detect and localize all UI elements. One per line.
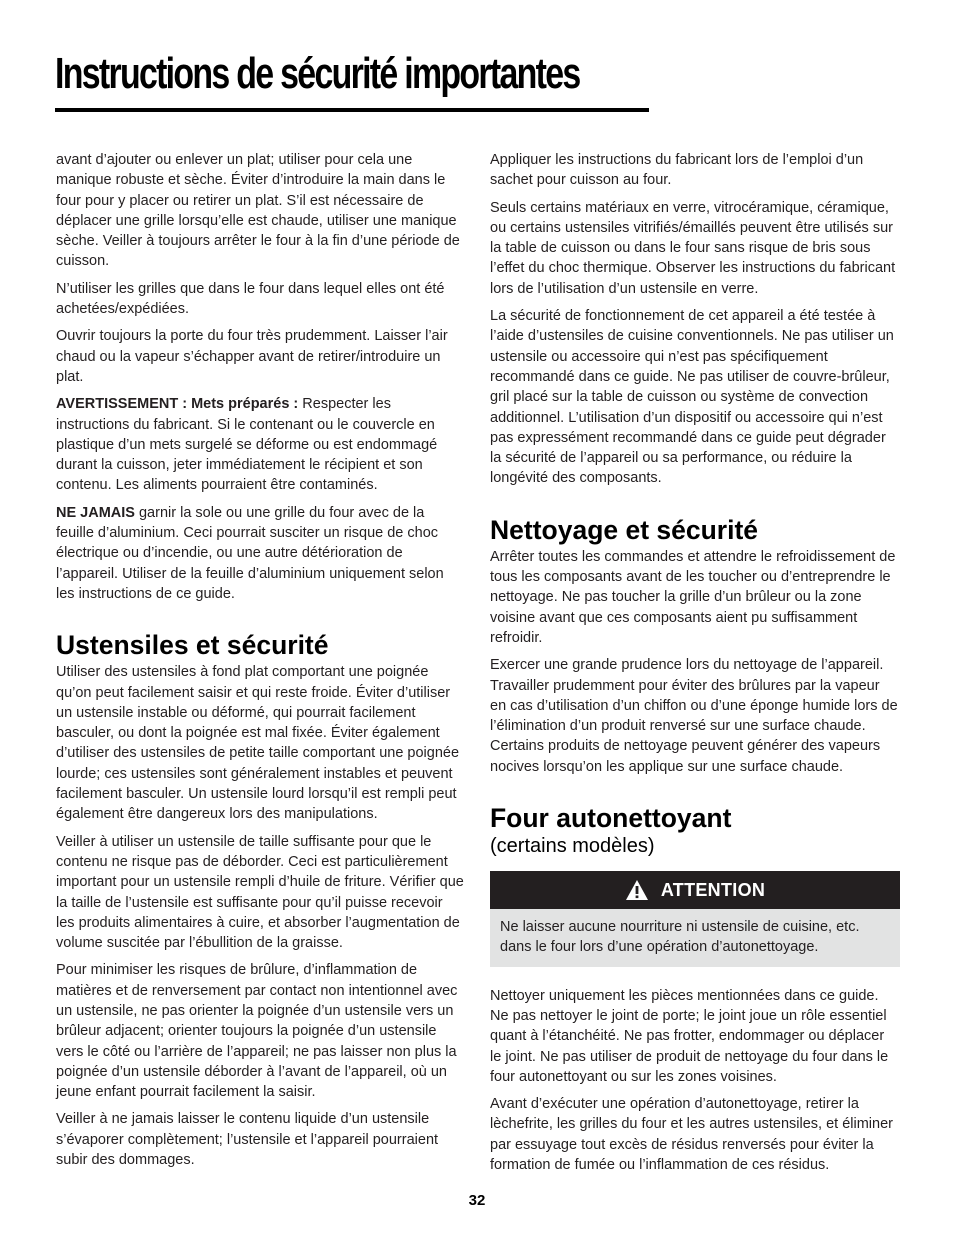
- paragraph: Pour minimiser les risques de brûlure, d’inflammation de matières et de renversement par contact non intentionnel avec un ustensile, ne pas orienter la poignée d’un ustensile vers un brûleur adjacent; orienter toujours la poignée d’un ustensile vers le côté ou l’arrière de l’appareil; ne pas laisser non plus la poignée d’un ustensile déborder à l’avant de l’appareil, où un jeune enfant pourrait facilement la saisir.: [56, 962, 458, 1101]
- paragraph: Arrêter toutes les commandes et attendre le refroidissement de tous les composants avant de les toucher ou d’entreprendre le nettoyage. Ne pas toucher la grille d’un brûleur ou la zone voisine avant que ces composants aient pu suffisamment refroidir.: [490, 548, 896, 646]
- never-label: NE JAMAIS: [56, 504, 135, 521]
- attention-label: ATTENTION: [660, 879, 766, 900]
- section-heading-ustensiles: Ustensiles et sécurité: [56, 630, 329, 661]
- page-title: Instructions de sécurité importantes: [55, 49, 580, 98]
- title-rule: [55, 108, 649, 112]
- page-number: 32: [468, 1192, 486, 1209]
- paragraph: Avant d’exécuter une opération d’autonettoyage, retirer la lèchefrite, les grilles du four et les autres ustensiles, et éliminer par essuyage tout excès de résidus renversés pour éviter la formation de fumée ou l’inflammation de ces résidus.: [490, 1096, 893, 1173]
- paragraph: La sécurité de fonctionnement de cet appareil a été testée à l’aide d’ustensiles de cuisine conventionnels. Ne pas utiliser un ustensile ou accessoire qui n’est pas spécifiquement recommandé dans ce guide. Ne pas utiliser de couvre-brûleur, gril placé sur la table de cuisson ou système de convection additionnel. L’utilisation d’un dispositif ou accessoire qui n’est pas expressément recommandé dans ce guide peut dégrader la sécurité de l’appareil ou sa performance, ou réduire la longévité des composants.: [490, 308, 894, 487]
- never-text: garnir la sole ou une grille du four avec de la feuille d’aluminium. Ceci pourrait susciter un risque de choc électrique ou d’incendie, ou une autre détérioration de l’appareil. Utiliser de la feuille d’aluminium uniquement selon les instructions de ce guide.: [56, 504, 444, 602]
- attention-box: [490, 871, 900, 967]
- warning-label: AVERTISSEMENT : Mets préparés :: [56, 396, 299, 413]
- paragraph: Exercer une grande prudence lors du nettoyage de l’appareil. Travailler prudemment pour éviter des brûlures par la vapeur en cas d’utilisation d’un chiffon ou d’une éponge humide lors de l’élimination d’un produit renversé sur une surface chaude. Certains produits de nettoyage peuvent générer des vapeurs nocives lorsqu’on les applique sur une surface chaude.: [490, 657, 898, 775]
- section-heading-four-autonettoyant: Four autonettoyant: [490, 803, 732, 834]
- paragraph: Appliquer les instructions du fabricant lors de l’emploi d’un sachet pour cuisson au four.: [490, 152, 864, 189]
- section-subheading: (certains modèles): [490, 835, 655, 858]
- paragraph: Utiliser des ustensiles à fond plat comportant une poignée qu’on peut facilement saisir et qui reste froide. Éviter d’utiliser un ustensile instable ou déformé, qui pourrait facilement basculer, ou dont la poignée est mal fixée. Éviter également d’utiliser des ustensiles de petite taille comportant une poignée lourde; ces ustensiles sont généralement instables et peuvent facilement basculer. Un ustensile lourd lorsqu’il est rempli peut également être dangereux lors des manipulations.: [56, 664, 460, 823]
- paragraph: Seuls certains matériaux en verre, vitrocéramique, céramique, ou certains ustensiles vitrifiés/émaillés peuvent être utilisés sur la table de cuisson ou dans le four sans risque de bris sous l’effet du choc thermique. Observer les instructions du fabricant lors de l’utilisation d’un ustensile en verre.: [490, 199, 896, 297]
- paragraph: Veiller à utiliser un ustensile de taille suffisante pour que le contenu ne risque pas de déborder. Ceci est particulièrement important pour un ustensile rempli d’huile de friture. Vérifier que la taille de l’ustensile est suffisante pour qu’il puisse recevoir les produits alimentaires à cuire, et absorber l’augmentation de volume suscitée par l’ébullition de la graisse.: [56, 833, 464, 952]
- paragraph: Ouvrir toujours la porte du four très prudemment. Laisser l’air chaud ou la vapeur s’échapper avant de retirer/introduire un plat.: [56, 328, 448, 385]
- paragraph: Veiller à ne jamais laisser le contenu liquide d’un ustensile s’évaporer complètement; l’ustensile et l’appareil pourraient subir des dommages.: [56, 1111, 439, 1169]
- paragraph: avant d’ajouter ou enlever un plat; utiliser pour cela une manique robuste et sèche. Éviter d’introduire la main dans le four pour y placer ou retirer un plat. S’il est nécessaire de déplacer une grille lorsqu’elle est chaude, utiliser une manique sèche. Veiller à toujours arrêter le four à la fin d’une période de cuisson.: [56, 152, 460, 270]
- warning-triangle-icon: [625, 879, 649, 901]
- warning-paragraph: [56, 394, 464, 495]
- never-paragraph: [56, 503, 464, 604]
- paragraph: N’utiliser les grilles que dans le four dans lequel elles ont été achetées/expédiées.: [56, 280, 445, 318]
- paragraph: Nettoyer uniquement les pièces mentionnées dans ce guide. Ne pas nettoyer le joint de porte; le joint joue un rôle essentiel quant à l’étanchéité. Ne pas frotter, endommager ou déplacer le joint. Ne pas utiliser de produit de nettoyage du four dans le four autonettoyant ou sur les zones voisines.: [490, 987, 889, 1085]
- attention-bar: [490, 871, 900, 909]
- attention-text: Ne laisser aucune nourriture ni ustensile de cuisine, etc. dans le four lors d’une opération d’autonettoyage.: [500, 919, 860, 956]
- section-heading-nettoyage: Nettoyage et sécurité: [490, 514, 759, 545]
- left-column: [56, 150, 464, 1177]
- warning-text: Respecter les instructions du fabricant. Si le contenant ou le couvercle en plastique d’un mets surgelé se déforme ou est endommagé durant la cuisson, jeter immédiatement le récipient et son contenu. Les aliments pourraient être contaminés.: [56, 396, 438, 494]
- right-column: [490, 150, 898, 1182]
